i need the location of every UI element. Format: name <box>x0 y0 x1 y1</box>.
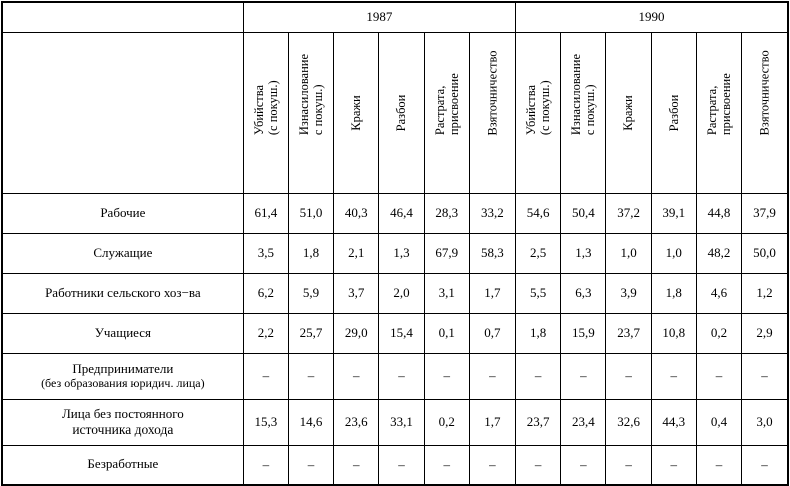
statistics-table <box>1 1 789 486</box>
table-cell: – <box>516 353 561 399</box>
row-label-line1: Предприниматели <box>72 360 174 376</box>
table-cell: 1,7 <box>469 399 515 445</box>
table-cell: 3,9 <box>606 273 651 313</box>
table-cell: – <box>469 353 515 399</box>
table-cell: 1,8 <box>651 273 696 313</box>
column-header-line2: с покуш.) <box>311 83 326 135</box>
table-cell: – <box>469 445 515 485</box>
table-cell: 3,5 <box>243 233 288 273</box>
column-header-line2: (с покуш.) <box>265 79 280 135</box>
table-row <box>2 193 788 233</box>
table-cell: 46,4 <box>379 193 424 233</box>
column-header-line1: Разбои <box>394 94 409 131</box>
table-cell: 2,2 <box>243 313 288 353</box>
table-cell: 3,0 <box>742 399 788 445</box>
table-cell: – <box>379 353 424 399</box>
table-cell: 1,3 <box>561 233 606 273</box>
table-cell: – <box>651 445 696 485</box>
row-label <box>2 273 243 313</box>
table-cell: 5,9 <box>288 273 333 313</box>
column-header-line1: Изнасилование <box>569 53 584 135</box>
table-cell: 1,7 <box>469 273 515 313</box>
table-row <box>2 313 788 353</box>
row-label-line1: Лица без постоянного <box>61 405 184 421</box>
column-header-cell <box>469 32 515 193</box>
column-header-line2: (с покуш.) <box>538 79 553 135</box>
table-cell: – <box>243 445 288 485</box>
table-cell: 50,4 <box>561 193 606 233</box>
row-label-line2: (без образования юридич. лица) <box>41 375 205 390</box>
table-cell: 39,1 <box>651 193 696 233</box>
group-header-1990: 1990 <box>516 2 788 32</box>
table-cell: – <box>334 353 379 399</box>
table-cell: 5,5 <box>516 273 561 313</box>
table-cell: 3,1 <box>424 273 469 313</box>
table-cell: 0,4 <box>696 399 741 445</box>
table-cell: 2,1 <box>334 233 379 273</box>
column-header-cell <box>243 32 288 193</box>
table-cell: 25,7 <box>288 313 333 353</box>
column-header-cell <box>516 32 561 193</box>
table-cell: 40,3 <box>334 193 379 233</box>
table-cell: 54,6 <box>516 193 561 233</box>
table-cell: 0,2 <box>696 313 741 353</box>
table-cell: 6,3 <box>561 273 606 313</box>
table-cell: 23,7 <box>516 399 561 445</box>
column-header-cell <box>606 32 651 193</box>
table-cell: 15,3 <box>243 399 288 445</box>
table-cell: – <box>696 445 741 485</box>
table-cell: 48,2 <box>696 233 741 273</box>
table-cell: 50,0 <box>742 233 788 273</box>
table-cell: 0,1 <box>424 313 469 353</box>
table-cell: – <box>561 445 606 485</box>
column-header-cell <box>424 32 469 193</box>
row-label-line1: Служащие <box>93 244 153 260</box>
table-cell: – <box>516 445 561 485</box>
table-cell: 33,1 <box>379 399 424 445</box>
table-cell: 51,0 <box>288 193 333 233</box>
table-cell: 1,3 <box>379 233 424 273</box>
row-label <box>2 445 243 485</box>
table-cell: – <box>696 353 741 399</box>
column-header-line2: присвоение <box>446 72 461 135</box>
row-label <box>2 233 243 273</box>
table-cell: 32,6 <box>606 399 651 445</box>
column-header-line2: присвоение <box>719 72 733 135</box>
table-cell: – <box>288 445 333 485</box>
table-cell: 67,9 <box>424 233 469 273</box>
table-cell: 2,9 <box>742 313 788 353</box>
table-cell: – <box>742 353 788 399</box>
table-cell: – <box>742 445 788 485</box>
column-header-line1: Растрата, <box>432 85 447 135</box>
row-label <box>2 313 243 353</box>
column-header-line2: с покуш.) <box>583 83 598 135</box>
column-header-line1: Растрата, <box>705 85 719 135</box>
row-label-line1: Рабочие <box>100 204 146 220</box>
row-label <box>2 399 243 445</box>
table-cell: 28,3 <box>424 193 469 233</box>
table-cell: 44,8 <box>696 193 741 233</box>
table-cell: 2,0 <box>379 273 424 313</box>
table-row <box>2 353 788 399</box>
table-cell: 3,7 <box>334 273 379 313</box>
column-header-line1: Взяточничество <box>757 49 772 135</box>
table-cell: 0,2 <box>424 399 469 445</box>
column-header-line1: Разбои <box>666 94 681 131</box>
table-cell: 15,9 <box>561 313 606 353</box>
row-label-line1: Работники сельского хоз−ва <box>45 284 201 300</box>
table-cell: 1,2 <box>742 273 788 313</box>
column-header-line1: Кражи <box>349 94 364 131</box>
column-header-cell <box>334 32 379 193</box>
corner-blank-cell-2 <box>2 32 243 193</box>
column-header-line1: Убийства <box>524 84 539 135</box>
table-cell: 0,7 <box>469 313 515 353</box>
table-cell: 23,6 <box>334 399 379 445</box>
column-header-cell <box>379 32 424 193</box>
column-header-cell <box>288 32 333 193</box>
table-cell: – <box>606 445 651 485</box>
column-header-cell <box>742 32 788 193</box>
document-page <box>0 1 790 483</box>
column-header-cell <box>651 32 696 193</box>
table-cell: – <box>424 445 469 485</box>
table-cell: – <box>243 353 288 399</box>
column-header-cell <box>561 32 606 193</box>
column-header-line1: Кражи <box>621 94 636 131</box>
column-header-line1: Убийства <box>251 84 266 135</box>
table-cell: 1,0 <box>651 233 696 273</box>
table-cell: – <box>334 445 379 485</box>
table-cell: 23,7 <box>606 313 651 353</box>
table-cell: 4,6 <box>696 273 741 313</box>
corner-blank-cell <box>2 2 243 32</box>
table-cell: 37,9 <box>742 193 788 233</box>
table-cell: 23,4 <box>561 399 606 445</box>
table-cell: 58,3 <box>469 233 515 273</box>
table-cell: 6,2 <box>243 273 288 313</box>
table-cell: – <box>651 353 696 399</box>
table-cell: 44,3 <box>651 399 696 445</box>
row-label-line2: источника дохода <box>72 421 174 437</box>
table-cell: 15,4 <box>379 313 424 353</box>
row-label <box>2 193 243 233</box>
table-cell: 2,5 <box>516 233 561 273</box>
column-header-cell <box>696 32 741 193</box>
table-cell: – <box>424 353 469 399</box>
table-cell: 37,2 <box>606 193 651 233</box>
table-cell: – <box>606 353 651 399</box>
table-group-header-row <box>2 2 788 32</box>
table-cell: – <box>288 353 333 399</box>
table-row <box>2 445 788 485</box>
table-row <box>2 399 788 445</box>
table-cell: 10,8 <box>651 313 696 353</box>
table-cell: 14,6 <box>288 399 333 445</box>
table-row <box>2 233 788 273</box>
column-header-line1: Взяточничество <box>485 49 500 136</box>
table-cell: – <box>561 353 606 399</box>
table-row <box>2 273 788 313</box>
table-cell: 33,2 <box>469 193 515 233</box>
table-cell: 61,4 <box>243 193 288 233</box>
table-column-header-row <box>2 32 788 193</box>
table-cell: 29,0 <box>334 313 379 353</box>
row-label-line1: Учащиеся <box>94 324 152 340</box>
table-cell: 1,0 <box>606 233 651 273</box>
table-cell: – <box>379 445 424 485</box>
table-cell: 1,8 <box>516 313 561 353</box>
group-header-1987: 1987 <box>243 2 515 32</box>
row-label-line1: Безработные <box>87 456 159 472</box>
row-label <box>2 353 243 399</box>
table-cell: 1,8 <box>288 233 333 273</box>
column-header-line1: Изнасилование <box>297 53 312 135</box>
